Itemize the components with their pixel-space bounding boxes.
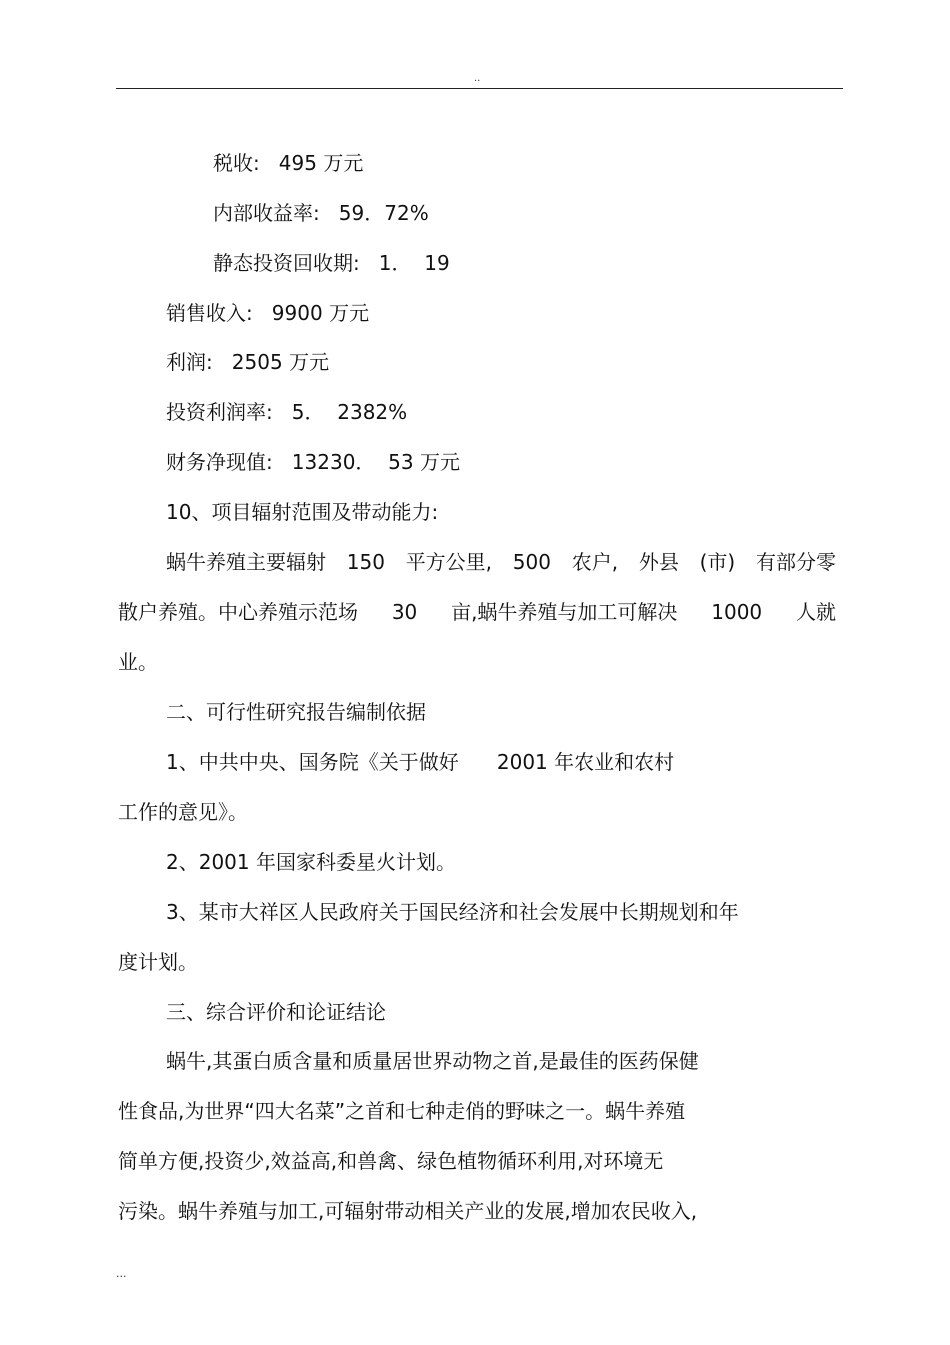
conclusion-line-1: 蜗牛,其蛋白质含量和质量居世界动物之首,是最佳的医药保健 bbox=[166, 1049, 699, 1073]
line-irr: 内部收益率: 59．72% bbox=[213, 201, 429, 225]
basis-item-1-cont: 工作的意见》。 bbox=[118, 800, 248, 824]
footer-mark: ... bbox=[116, 1267, 127, 1280]
line-payback: 静态投资回收期: 1． 19 bbox=[213, 251, 450, 275]
paragraph-radiation-line-3: 业。 bbox=[118, 650, 158, 674]
paragraph-radiation-line-2: 散户养殖。中心养殖示范场 30 亩,蜗牛养殖与加工可解决 1000 人就 bbox=[118, 600, 836, 624]
line-profit: 利润: 2505 万元 bbox=[166, 350, 330, 374]
header-rule bbox=[116, 88, 843, 89]
conclusion-line-4: 污染。蜗牛养殖与加工,可辐射带动相关产业的发展,增加农民收入, bbox=[118, 1199, 698, 1223]
basis-item-3-cont: 度计划。 bbox=[118, 950, 198, 974]
line-tax: 税收: 495 万元 bbox=[213, 151, 364, 175]
heading-radiation: 10、项目辐射范围及带动能力: bbox=[166, 500, 439, 524]
paragraph-radiation-line-1: 蜗牛养殖主要辐射 150 平方公里, 500 农户, 外县 (市) 有部分零 bbox=[166, 550, 836, 574]
conclusion-line-3: 简单方便,投资少,效益高,和兽禽、绿色植物循环利用,对环境无 bbox=[118, 1149, 664, 1173]
conclusion-line-2: 性食品,为世界“四大名菜”之首和七种走俏的野味之一。蜗牛养殖 bbox=[118, 1099, 686, 1123]
line-npv: 财务净现值: 13230． 53 万元 bbox=[166, 450, 460, 474]
heading-basis: 二、可行性研究报告编制依据 bbox=[166, 700, 426, 724]
line-roi: 投资利润率: 5． 2382% bbox=[166, 400, 408, 424]
heading-conclusion: 三、综合评价和论证结论 bbox=[166, 1000, 386, 1024]
line-sales: 销售收入: 9900 万元 bbox=[166, 301, 370, 325]
header-mark: .. bbox=[474, 73, 481, 84]
basis-item-1: 1、中共中央、国务院《关于做好 2001 年农业和农村 bbox=[166, 750, 675, 774]
basis-item-3: 3、某市大祥区人民政府关于国民经济和社会发展中长期规划和年 bbox=[166, 900, 739, 924]
basis-item-2: 2、2001 年国家科委星火计划。 bbox=[166, 850, 456, 874]
